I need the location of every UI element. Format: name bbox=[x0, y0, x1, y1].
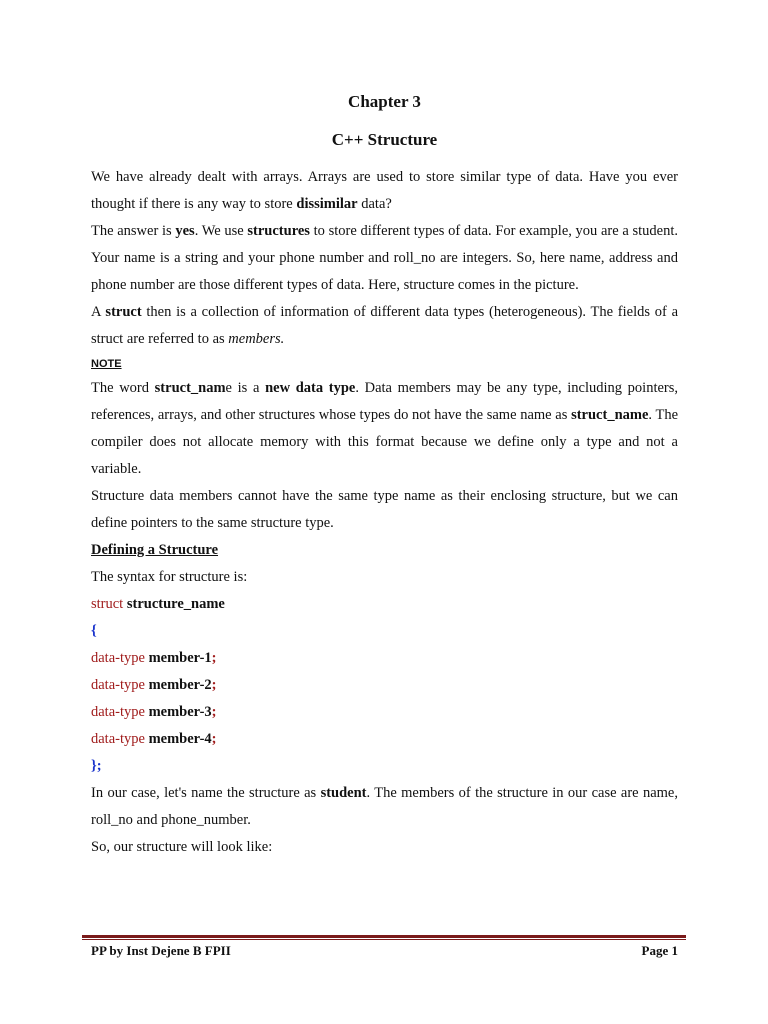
chapter-title: C++ Structure bbox=[331, 130, 438, 149]
text: e is a bbox=[225, 380, 266, 396]
paragraph-student bbox=[91, 780, 678, 834]
bold-text: yes bbox=[175, 223, 195, 239]
code-member: member-4 bbox=[144, 731, 212, 747]
paragraph-arrays bbox=[91, 164, 678, 218]
code-member-line bbox=[91, 726, 678, 753]
code-semicolon: ; bbox=[96, 758, 102, 774]
code-type: data-type bbox=[91, 677, 145, 693]
text: A bbox=[91, 304, 106, 320]
bold-text: struct_name bbox=[571, 407, 649, 423]
note-label: NOTE bbox=[91, 358, 122, 370]
bold-text: dissimilar bbox=[296, 196, 358, 212]
code-type: data-type bbox=[91, 704, 145, 720]
page-number: Page 1 bbox=[641, 943, 678, 958]
syntax-intro: The syntax for structure is: bbox=[91, 569, 248, 585]
text: The word bbox=[91, 380, 155, 396]
code-member-line bbox=[91, 672, 678, 699]
code-type: data-type bbox=[91, 731, 145, 747]
paragraph-member-names: Structure data members cannot have the same type name as their enclosing structure, but we can define pointers to the same structure type. bbox=[91, 488, 678, 531]
paragraph-look-like: So, our structure will look like: bbox=[91, 839, 273, 855]
paragraph-answer bbox=[91, 218, 678, 299]
code-semicolon: ; bbox=[211, 704, 217, 720]
code-member-line bbox=[91, 645, 678, 672]
paragraph-struct-definition bbox=[91, 299, 678, 353]
text: . Data members may be any type, including pointers, references, arrays, and other structures whose types do not have the same name as bbox=[91, 380, 679, 423]
code-member-line bbox=[91, 699, 678, 726]
paragraph-note bbox=[91, 375, 678, 483]
code-open-brace bbox=[91, 618, 678, 645]
code-brace: } bbox=[91, 758, 97, 774]
text: . The compiler does not allocate memory with this format because we define only a type and not a variable. bbox=[91, 407, 679, 477]
code-member: member-3 bbox=[144, 704, 212, 720]
text: We have already dealt with arrays. Arrays are used to store similar type of data. Have you ever thought if there is any way to store bbox=[91, 169, 678, 212]
footer-author: PP by Inst Dejene B FPII bbox=[91, 943, 231, 958]
code-identifier: structure_name bbox=[123, 596, 225, 612]
section-title: Defining a Structure bbox=[91, 542, 219, 558]
code-semicolon: ; bbox=[211, 650, 217, 666]
text: to store different types of data. For example, you are a student. Your name is a string and your phone number and roll_no are integers. So, here name, address and phone number are those different types of data. Here, structure comes in the picture. bbox=[91, 223, 679, 293]
code-member: member-2 bbox=[144, 677, 212, 693]
code-close-brace bbox=[91, 753, 678, 780]
document-body bbox=[91, 164, 678, 861]
code-type: data-type bbox=[91, 650, 145, 666]
footer-rule bbox=[82, 935, 686, 938]
text: . We use bbox=[194, 223, 248, 239]
italic-text: members. bbox=[228, 331, 285, 347]
code-brace: { bbox=[91, 623, 97, 639]
code-semicolon: ; bbox=[211, 731, 217, 747]
text: The answer is bbox=[91, 223, 176, 239]
code-member: member-1 bbox=[144, 650, 212, 666]
code-keyword: struct bbox=[91, 596, 124, 612]
text: . The members of the structure in our case are name, roll_no and phone_number. bbox=[91, 785, 678, 828]
chapter-heading: Chapter 3 bbox=[348, 92, 421, 111]
code-struct-line bbox=[91, 591, 678, 618]
text: then is a collection of information of different data types (heterogeneous). The fields of a struct are referred to as bbox=[91, 304, 679, 347]
code-semicolon: ; bbox=[211, 677, 217, 693]
bold-text: new data type bbox=[265, 380, 356, 396]
bold-text: struct bbox=[105, 304, 142, 320]
bold-text: student bbox=[320, 785, 367, 801]
footer-rule-thin bbox=[82, 939, 686, 940]
bold-text: structures bbox=[247, 223, 310, 239]
text: data? bbox=[357, 196, 392, 212]
text: In our case, let's name the structure as bbox=[91, 785, 321, 801]
bold-text: struct_nam bbox=[154, 380, 226, 396]
